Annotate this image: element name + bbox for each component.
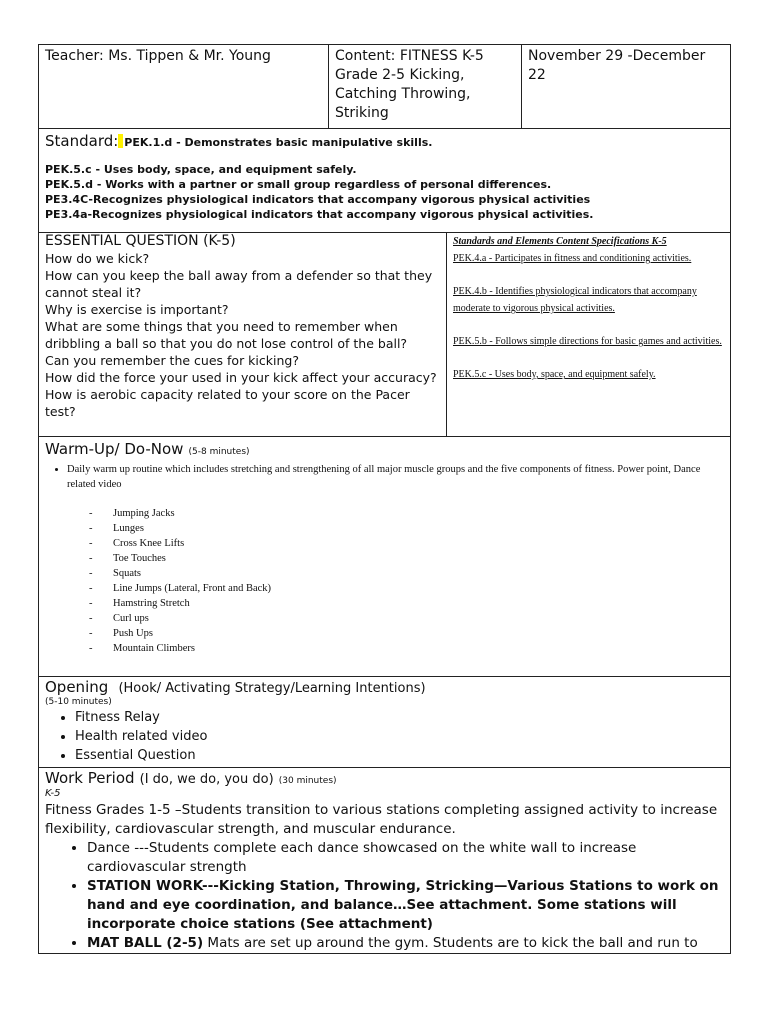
- essential-question: Why is exercise is important?: [45, 302, 229, 317]
- specifications-cell: [447, 233, 731, 437]
- lesson-plan-table: [38, 44, 731, 954]
- work-title: Work Period: [45, 769, 135, 787]
- list-item: • Essential Question: [75, 746, 724, 765]
- list-item: - Curl ups: [89, 611, 724, 626]
- list-item: - Push Ups: [89, 626, 724, 641]
- essential-question: How do we kick?: [45, 251, 150, 266]
- specification-item: PEK.5.c - Uses body, space, and equipment safely.: [453, 369, 656, 380]
- work-intro: Fitness Grades 1-5 –Students transition to various stations completing assigned activity to increase flexibility, cardiovascular strength, and muscular endurance.: [45, 802, 718, 837]
- work-subtitle: (I do, we do, you do): [139, 772, 274, 787]
- work-grade: K-5: [45, 788, 61, 799]
- opening-cell: [39, 677, 731, 768]
- list-item: • Fitness Relay: [75, 708, 724, 727]
- essential-question: How did the force your used in your kick affect your accuracy?: [45, 370, 437, 385]
- warmup-title: Warm-Up/ Do-Now: [45, 440, 184, 458]
- list-item: - Jumping Jacks: [89, 506, 724, 521]
- specification-item: PEK.4.a - Participates in fitness and conditioning activities.: [453, 253, 692, 264]
- standard-first: PEK.1.d - Demonstrates basic manipulative skills.: [124, 136, 433, 149]
- standard-label: Standard:: [45, 132, 119, 150]
- work-period-cell: [39, 768, 731, 954]
- list-item: - Toe Touches: [89, 551, 724, 566]
- content-cell: Content: FITNESS K-5 Grade 2-5 Kicking, Catching Throwing, Striking: [329, 45, 522, 129]
- work-time: (30 minutes): [278, 776, 337, 786]
- standard-cell: [39, 129, 731, 233]
- teacher-cell: Teacher: Ms. Tippen & Mr. Young: [39, 45, 329, 129]
- highlight-mark: [118, 134, 123, 148]
- standard-line: PEK.5.d - Works with a partner or small group regardless of personal differences.: [45, 178, 552, 191]
- essential-question-title: ESSENTIAL QUESTION (K-5): [45, 233, 236, 249]
- matball-label: MAT BALL (2-5): [87, 935, 204, 951]
- standard-line: PE3.4C-Recognizes physiological indicators that accompany vigorous physical activities: [45, 193, 591, 206]
- opening-title: Opening: [45, 678, 109, 696]
- exercise-list: [45, 506, 724, 656]
- list-item: - Hamstring Stretch: [89, 596, 724, 611]
- essential-question-cell: [39, 233, 447, 437]
- warmup-bullet: • Daily warm up routine which includes stretching and strengthening of all major muscle groups and the five components of fitness. Power point, Dance related video: [67, 462, 724, 492]
- warmup-time: (5-8 minutes): [188, 447, 250, 457]
- essential-question: How can you keep the ball away from a defender so that they cannot steal it?: [45, 268, 433, 300]
- list-item: - Line Jumps (Lateral, Front and Back): [89, 581, 724, 596]
- specification-item: PEK.5.b - Follows simple directions for basic games and activities.: [453, 336, 722, 347]
- dates-cell: November 29 -December 22: [522, 45, 731, 129]
- list-item: • STATION WORK---Kicking Station, Throwing, Stricking—Various Stations to work on hand and eye coordination, and balance…See attachment. Some stations will incorporate choice stations (See attachment): [87, 877, 724, 934]
- list-item: • Health related video: [75, 727, 724, 746]
- essential-question: How is aerobic capacity related to your score on the Pacer test?: [45, 387, 410, 419]
- list-item: - Lunges: [89, 521, 724, 536]
- list-item: • Dance ---Students complete each dance showcased on the white wall to increase cardiovascular strength: [87, 839, 724, 877]
- essential-question: Can you remember the cues for kicking?: [45, 353, 299, 368]
- standard-line: PE3.4a-Recognizes physiological indicators that accompany vigorous physical activities.: [45, 208, 594, 221]
- specification-item: PEK.4.b - Identifies physiological indicators that accompany moderate to vigorous physical activities.: [453, 286, 697, 314]
- opening-time: (5-10 minutes): [45, 697, 112, 707]
- opening-subtitle: (Hook/ Activating Strategy/Learning Intentions): [118, 681, 426, 696]
- list-item: - Cross Knee Lifts: [89, 536, 724, 551]
- list-item: - Squats: [89, 566, 724, 581]
- warmup-cell: [39, 437, 731, 677]
- standard-line: PEK.5.c - Uses body, space, and equipment safely.: [45, 163, 357, 176]
- list-item: - Mountain Climbers: [89, 641, 724, 656]
- list-item: [87, 934, 724, 953]
- lesson-plan: [38, 44, 730, 954]
- specifications-title: Standards and Elements Content Specifications K-5: [453, 236, 667, 247]
- matball-text: Mats are set up around the gym. Students are to kick the ball and run to: [203, 935, 698, 951]
- essential-question: What are some things that you need to remember when dribbling a ball so that you do not lose control of the ball?: [45, 319, 408, 351]
